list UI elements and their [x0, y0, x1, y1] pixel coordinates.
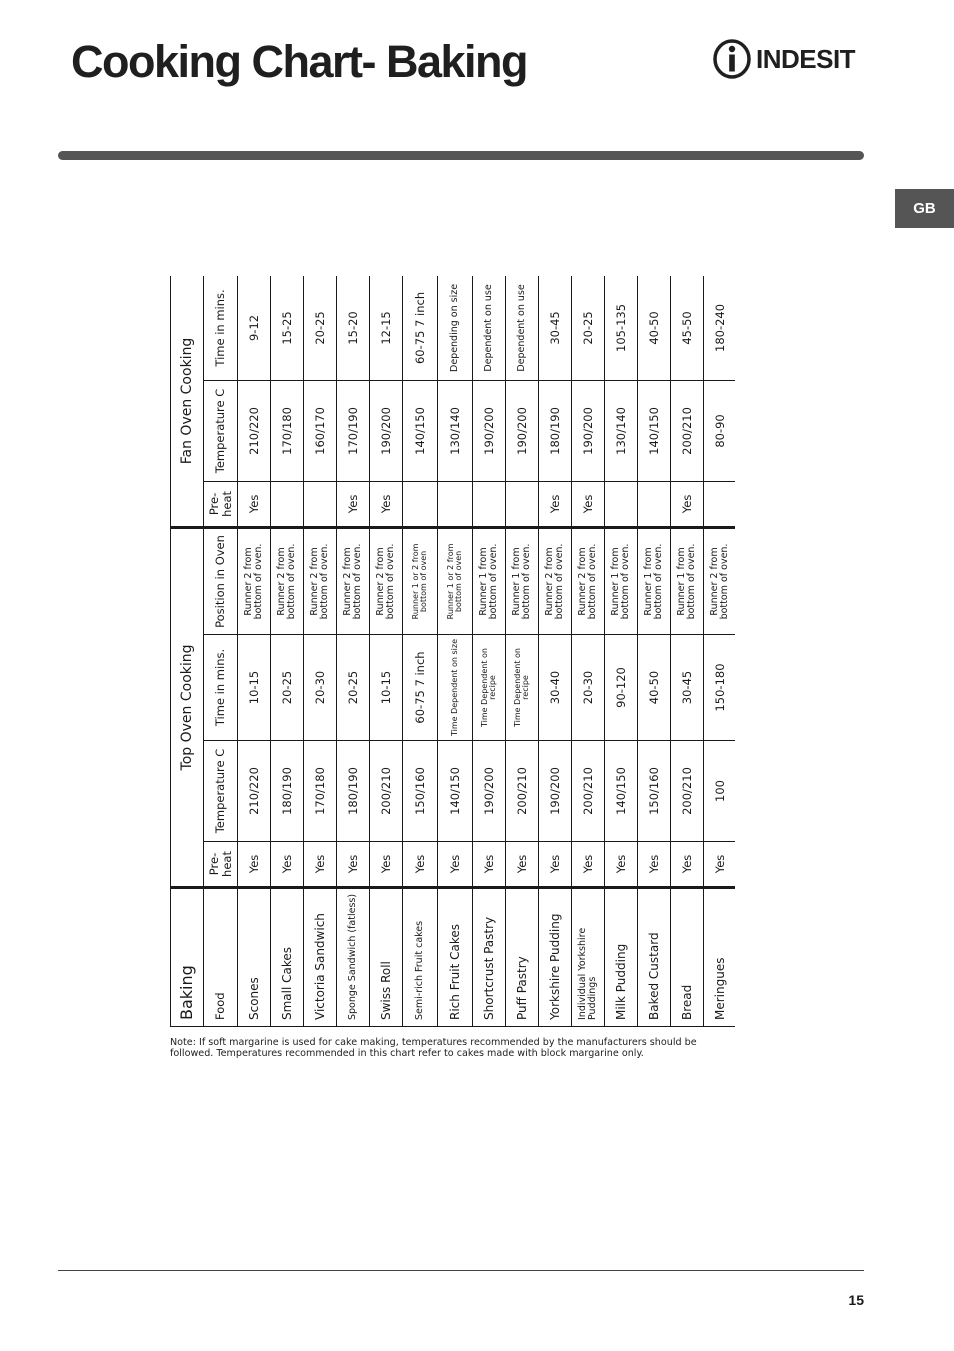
top-time-cell: 10-15 [238, 635, 271, 741]
position-cell: Runner 2 from bottom of oven. [337, 527, 370, 634]
top-time-cell: 10-15 [370, 635, 403, 741]
position-cell: Runner 1 from bottom of oven. [671, 527, 704, 634]
table-row [605, 276, 638, 1027]
fan-preheat-cell [704, 481, 736, 527]
top-time-cell: 150-180 [704, 635, 736, 741]
fan-temperature-cell: 160/170 [304, 380, 337, 481]
top-preheat-cell: Yes [238, 842, 271, 888]
food-cell: Victoria Sandwich [304, 888, 337, 1027]
top-preheat-cell: Yes [539, 842, 572, 888]
position-cell: Runner 1 from bottom of oven. [473, 527, 506, 634]
fan-time-cell: 180-240 [704, 276, 736, 380]
top-temperature-cell: 150/160 [403, 741, 438, 842]
top-preheat-cell: Yes [403, 842, 438, 888]
fan-preheat-cell [605, 481, 638, 527]
top-temperature-cell: 200/210 [506, 741, 539, 842]
top-temperature-cell: 170/180 [304, 741, 337, 842]
fan-preheat-cell: Yes [370, 481, 403, 527]
fan-time-cell: 45-50 [671, 276, 704, 380]
food-cell: Puff Pastry [506, 888, 539, 1027]
header-fan-preheat: Pre-heat [204, 481, 238, 527]
top-time-cell: Time Dependent on recipe [473, 635, 506, 741]
fan-preheat-cell [271, 481, 304, 527]
fan-time-cell: 60-75 7 inch [403, 276, 438, 380]
table-row [337, 276, 370, 1027]
top-preheat-cell: Yes [638, 842, 671, 888]
fan-temperature-cell: 210/220 [238, 380, 271, 481]
fan-time-cell: Dependent on use [473, 276, 506, 380]
top-preheat-cell: Yes [304, 842, 337, 888]
fan-preheat-cell: Yes [539, 481, 572, 527]
position-cell: Runner 2 from bottom of oven. [539, 527, 572, 634]
position-cell: Runner 1 from bottom of oven. [638, 527, 671, 634]
fan-temperature-cell: 190/200 [572, 380, 605, 481]
top-temperature-cell: 200/210 [370, 741, 403, 842]
fan-temperature-cell: 130/140 [605, 380, 638, 481]
fan-time-cell: 105-135 [605, 276, 638, 380]
fan-preheat-cell [473, 481, 506, 527]
position-cell: Runner 1 or 2 from bottom of oven [438, 527, 473, 634]
top-time-cell: 20-30 [304, 635, 337, 741]
position-cell: Runner 1 or 2 from bottom of oven [403, 527, 438, 634]
fan-time-cell: 12-15 [370, 276, 403, 380]
top-preheat-cell: Yes [473, 842, 506, 888]
header-top-temperature: Temperature C [204, 741, 238, 842]
header-rule [58, 151, 864, 160]
indesit-logo [712, 38, 864, 80]
fan-temperature-cell: 170/190 [337, 380, 370, 481]
top-temperature-cell: 180/190 [337, 741, 370, 842]
fan-temperature-cell: 140/150 [638, 380, 671, 481]
section-baking: Baking [171, 888, 204, 1027]
header-fan-time: Time in mins. [204, 276, 238, 380]
food-cell: Meringues [704, 888, 736, 1027]
fan-time-cell: Dependent on use [506, 276, 539, 380]
fan-temperature-cell: 80-90 [704, 380, 736, 481]
table-row [704, 276, 736, 1027]
header-top-time: Time in mins. [204, 635, 238, 741]
top-time-cell: 20-25 [337, 635, 370, 741]
fan-preheat-cell [438, 481, 473, 527]
section-top-oven: Top Oven Cooking [171, 527, 204, 887]
top-time-cell: Time Dependent on recipe [506, 635, 539, 741]
fan-time-cell: 9-12 [238, 276, 271, 380]
food-cell: Shortcrust Pastry [473, 888, 506, 1027]
fan-temperature-cell: 170/180 [271, 380, 304, 481]
top-time-cell: 30-45 [671, 635, 704, 741]
fan-temperature-cell: 190/200 [506, 380, 539, 481]
fan-time-cell: 40-50 [638, 276, 671, 380]
fan-time-cell: 20-25 [304, 276, 337, 380]
table-row [403, 276, 438, 1027]
top-temperature-cell: 150/160 [638, 741, 671, 842]
table-row [572, 276, 605, 1027]
food-cell: Rich Fruit Cakes [438, 888, 473, 1027]
brand-name: INDESIT [756, 43, 856, 74]
top-temperature-cell: 190/200 [539, 741, 572, 842]
food-cell: Scones [238, 888, 271, 1027]
fan-preheat-cell: Yes [238, 481, 271, 527]
table-row [238, 276, 271, 1027]
food-cell: Sponge Sandwich (fatless) [337, 888, 370, 1027]
section-fan-oven: Fan Oven Cooking [171, 276, 204, 527]
fan-preheat-cell [506, 481, 539, 527]
top-preheat-cell: Yes [572, 842, 605, 888]
food-cell: Small Cakes [271, 888, 304, 1027]
fan-temperature-cell: 140/150 [403, 380, 438, 481]
header-top-preheat: Pre-heat [204, 842, 238, 888]
top-preheat-cell: Yes [671, 842, 704, 888]
margarine-note: Note: If soft margarine is used for cake making, temperatures recommended by the manufacturers should be followed. Temperatures recommended in this chart refer to cakes made with block margarine only. [170, 1037, 697, 1059]
fan-time-cell: 30-45 [539, 276, 572, 380]
header-fan-temperature: Temperature C [204, 380, 238, 481]
fan-preheat-cell: Yes [337, 481, 370, 527]
top-preheat-cell: Yes [704, 842, 736, 888]
top-time-cell: 20-25 [271, 635, 304, 741]
header-position: Position in Oven [204, 527, 238, 634]
table-row [671, 276, 704, 1027]
table-row [271, 276, 304, 1027]
table-row [638, 276, 671, 1027]
fan-temperature-cell: 190/200 [370, 380, 403, 481]
top-time-cell: 60-75 7 inch [403, 635, 438, 741]
fan-temperature-cell: 190/200 [473, 380, 506, 481]
footer-rule [58, 1270, 864, 1271]
fan-preheat-cell [304, 481, 337, 527]
food-cell: Yorkshire Pudding [539, 888, 572, 1027]
position-cell: Runner 1 from bottom of oven. [605, 527, 638, 634]
top-temperature-cell: 200/210 [572, 741, 605, 842]
top-preheat-cell: Yes [605, 842, 638, 888]
fan-temperature-cell: 180/190 [539, 380, 572, 481]
top-time-cell: 30-40 [539, 635, 572, 741]
top-temperature-cell: 140/150 [438, 741, 473, 842]
cooking-chart [170, 276, 735, 1027]
top-temperature-cell: 210/220 [238, 741, 271, 842]
top-time-cell: 40-50 [638, 635, 671, 741]
fan-preheat-cell [403, 481, 438, 527]
food-cell: Semi-rich Fruit cakes [403, 888, 438, 1027]
top-preheat-cell: Yes [438, 842, 473, 888]
top-preheat-cell: Yes [271, 842, 304, 888]
position-cell: Runner 2 from bottom of oven. [238, 527, 271, 634]
fan-temperature-cell: 130/140 [438, 380, 473, 481]
cooking-chart-table [170, 276, 735, 1027]
page-number: 15 [848, 1292, 864, 1308]
food-cell: Milk Pudding [605, 888, 638, 1027]
indesit-logo-icon [712, 38, 752, 80]
table-row [473, 276, 506, 1027]
position-cell: Runner 2 from bottom of oven. [572, 527, 605, 634]
fan-preheat-cell: Yes [572, 481, 605, 527]
fan-time-cell: Depending on size [438, 276, 473, 380]
top-temperature-cell: 180/190 [271, 741, 304, 842]
table-row [506, 276, 539, 1027]
header-food: Food [204, 888, 238, 1027]
top-preheat-cell: Yes [337, 842, 370, 888]
position-cell: Runner 2 from bottom of oven. [304, 527, 337, 634]
table-row [370, 276, 403, 1027]
position-cell: Runner 2 from bottom of oven. [271, 527, 304, 634]
table-row [539, 276, 572, 1027]
top-temperature-cell: 190/200 [473, 741, 506, 842]
food-cell: Bread [671, 888, 704, 1027]
position-cell: Runner 2 from bottom of oven. [704, 527, 736, 634]
top-preheat-cell: Yes [506, 842, 539, 888]
top-temperature-cell: 140/150 [605, 741, 638, 842]
fan-time-cell: 15-25 [271, 276, 304, 380]
top-temperature-cell: 100 [704, 741, 736, 842]
fan-time-cell: 20-25 [572, 276, 605, 380]
language-tab: GB [895, 189, 954, 228]
table-row [438, 276, 473, 1027]
fan-preheat-cell [638, 481, 671, 527]
top-preheat-cell: Yes [370, 842, 403, 888]
top-time-cell: 90-120 [605, 635, 638, 741]
food-cell: Baked Custard [638, 888, 671, 1027]
food-cell: Individual Yorkshire Puddings [572, 888, 605, 1027]
position-cell: Runner 2 from bottom of oven. [370, 527, 403, 634]
position-cell: Runner 1 from bottom of oven. [506, 527, 539, 634]
fan-temperature-cell: 200/210 [671, 380, 704, 481]
fan-preheat-cell: Yes [671, 481, 704, 527]
food-cell: Swiss Roll [370, 888, 403, 1027]
table-row [304, 276, 337, 1027]
fan-time-cell: 15-20 [337, 276, 370, 380]
top-time-cell: 20-30 [572, 635, 605, 741]
top-temperature-cell: 200/210 [671, 741, 704, 842]
top-time-cell: Time Dependent on size [438, 635, 473, 741]
page-title: Cooking Chart- Baking [71, 36, 528, 87]
